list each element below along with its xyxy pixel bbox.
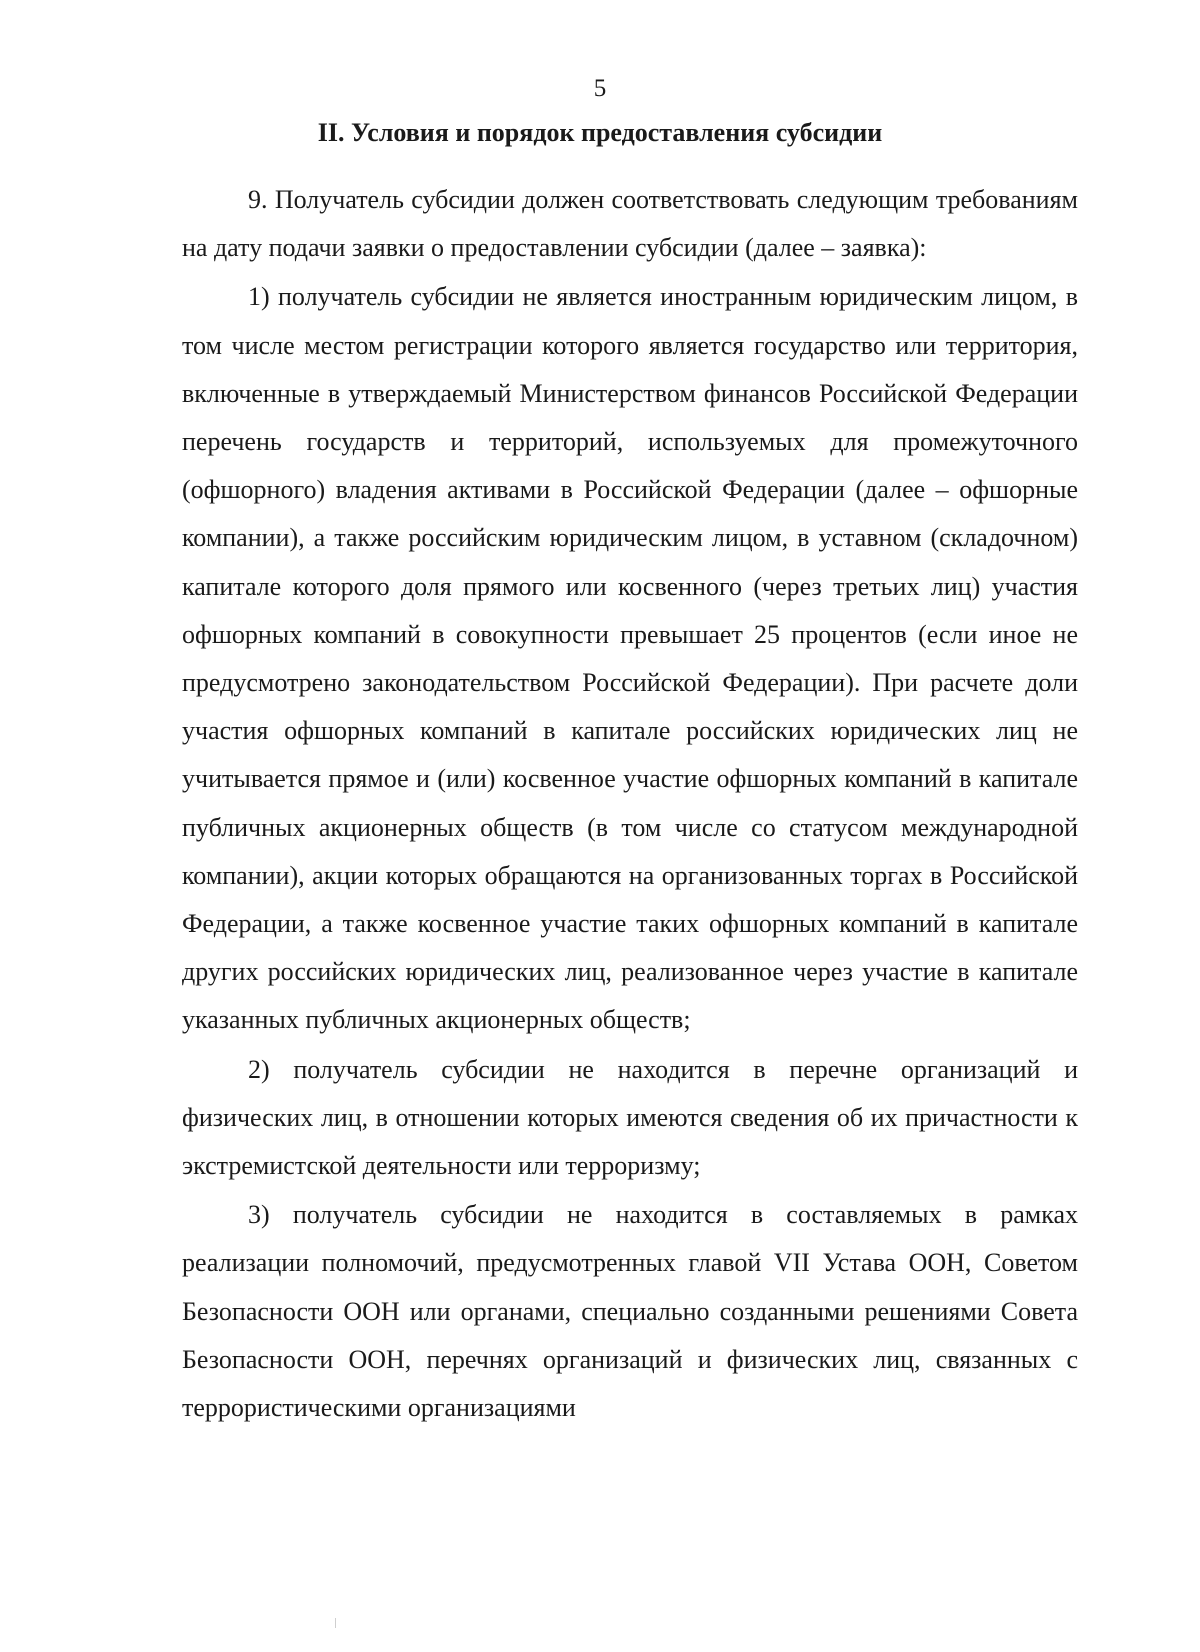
paragraph-subitem-1: 1) получатель субсидии не является иностранным юридическим лицом, в том числе местом регистрации которого является государство или территория, включенные в утверждаемый Министерством финансов Российской Федерации перечень государств и территорий, используемых для промежуточного (офшорного) владения активами в Российской Федерации (далее – офшорные компании), а также российским юридическим лицом, в уставном (складочном) капитале которого доля прямого или косвенного (через третьих лиц) участия офшорных компаний в совокупности превышает 25 процентов (если иное не предусмотрено законодательством Российской Федерации). При расчете доли участия офшорных компаний в капитале российских юридических лиц не учитывается прямое и (или) косвенное участие офшорных компаний в капитале публичных акционерных обществ (в том числе со статусом международной компании), акции которых обращаются на организованных торгах в Российской Федерации, а также косвенное участие таких офшорных компаний в капитале других российских юридических лиц, реализованное через участие в капитале указанных публичных акционерных обществ; xyxy=(182,282,1078,1035)
paragraph-item-9: 9. Получатель субсидии должен соответствовать следующим требованиям на дату подачи заявки о предоставлении субсидии (далее – заявка): xyxy=(182,185,1078,263)
section-heading: II. Условия и порядок предоставления субсидии xyxy=(317,118,883,147)
document-body xyxy=(182,176,1078,1433)
page-number: 5 xyxy=(593,75,607,102)
scan-artifact xyxy=(335,1618,336,1628)
paragraph-subitem-2: 2) получатель субсидии не находится в перечне организаций и физических лиц, в отношении которых имеются сведения об их причастности к экстремистской деятельности или терроризму; xyxy=(182,1054,1078,1181)
paragraph-subitem-3: 3) получатель субсидии не находится в составляемых в рамках реализации полномочий, предусмотренных главой VII Устава ООН, Советом Безопасности ООН или органами, специально созданными решениями Совета Безопасности ООН, перечнях организаций и физических лиц, связанных с террористическими организациями xyxy=(182,1200,1078,1423)
